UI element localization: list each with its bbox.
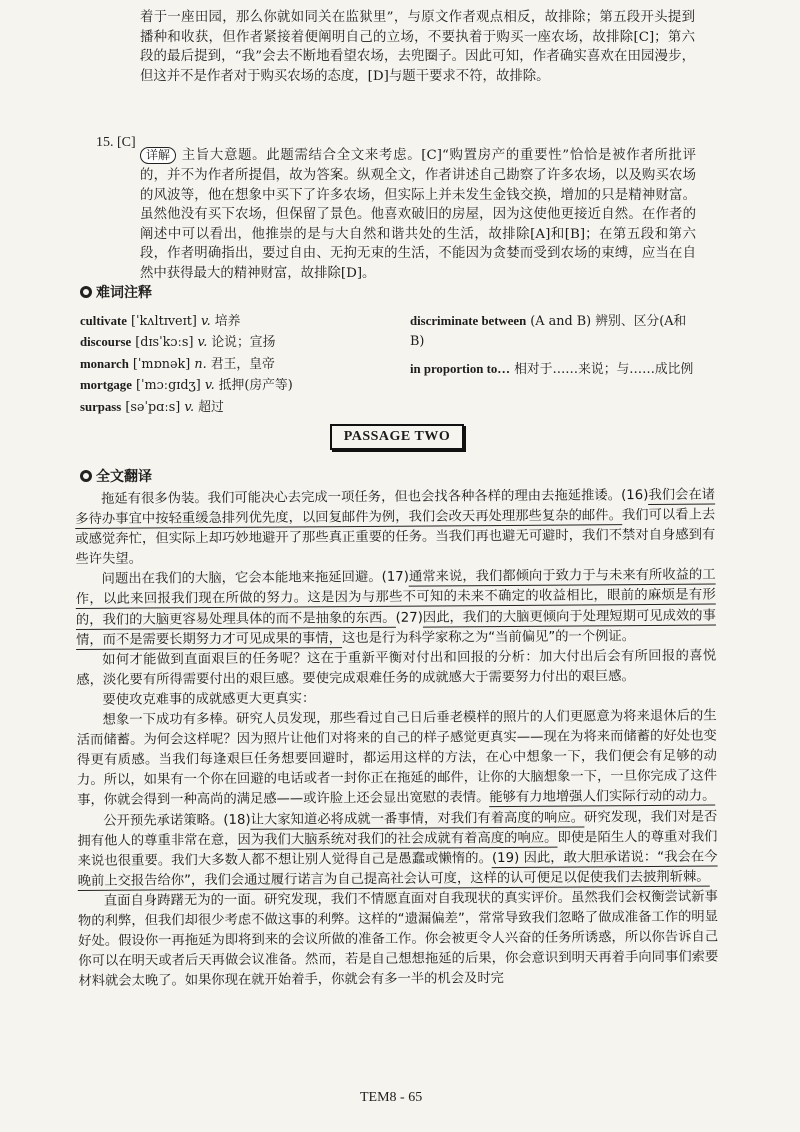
vocab-heading (80, 282, 152, 302)
pen-icon (80, 470, 92, 482)
translation-paragraph: 问题出在我们的大脑，它会本能地来拖延回避。(17)通常来说，我们都倾向于致力于与未来有所收益的工作，以此来回报我们现在所做的努力。这是因为与那些不可知的未来不确定的收益相比，眼前的麻烦是有形的，我们的大脑更容易处理具体的而不是抽象的东西。(27)因此，我们的大脑更倾向于处理短期可见成效的事情，而不是需要长期努力才可见成果的事情，这也是行为科学家称之为“当前偏见”的一个例证。 (75, 567, 716, 648)
vocab-list-left (80, 311, 400, 418)
vocab-list-right (410, 311, 700, 380)
translation-paragraph: 直面自身踌躇无为的一面。研究发现，我们不情愿直面对自我现状的真实评价。虽然我们会权衡尝试新事物的利弊，但我们却很少考虑不做这事的利弊。这样的“遗漏偏差”，常常导致我们忽略了做成准备工作的明显好处。假设你一再拖延为即将到来的会议所做的准备工作。你会被更令人兴奋的任务所诱惑，所以你告诉自己你可以在明天或者后天再做会议准备。然而，若是自己想想拖延的后果，你会意识到明天再着手向同事们索要材料就会太晚了。如果你现在就开始着手，你就会有多一半的机会及时完 (77, 889, 719, 990)
question-number: 15. [C] (96, 135, 136, 150)
answer-key: [C] (117, 135, 136, 150)
underlined-phrase: 能够有力地增强人们实际行动的动力。 (489, 788, 716, 806)
vocab-entry: discriminate between (A and B) 辨别、区分(A和B) (410, 314, 687, 350)
translation-paragraph: 拖延有很多伪装。我们可能决心去完成一项任务，但也会找各种各样的理由去拖延推诿。(16)我们会在诸多待办事宜中按轻重缓急排列优先度，以回复邮件为例，我们会改天再处理那些复杂的邮件。我们可以看上去或感觉奔忙，但实际上却巧妙地避开了那些真正重要的任务。当我们再也避无可避时，我们不禁对自身感到有些许失望。 (75, 487, 716, 568)
analysis-paragraph: 着于一座田园，那么你就如同关在监狱里”，与原文作者观点相反，故排除；第五段开头提到播种和收获，但作者紧接着便阐明自己的立场，不要执着于购买一座农场，故排除[C]；第六段的最后提到，“我”会去不断地看望农场，去兜圈子。因此可知，作者确实喜欢在田园漫步，但这并不是作者对于购买农场的态度，[D]与题干要求不符，故排除。 (140, 10, 695, 84)
explanation-text: 主旨大意题。此题需结合全文来考虑。[C]“购置房产的重要性”恰恰是被作者所批评的，并不为作者所提倡，故为答案。纵观全文，作者讲述自己勘察了许多农场，以及购买农场的风波等，他在想象中买下了许多农场，但实际上并未发生金钱交换，增加的只是精神财富。虽然他没有买下农场，但保留了景色。他喜欢破旧的房屋，因为这使他更接近自然。在作者的阐述中可以看出，他推崇的是与大自然和谐共处的生活，故排除[A]和[B]；在第五段和第六段，作者明确指出，要过自由、无拘无束的生活，不能因为贪婪而受到农场的束缚，应当在自然中获得最大的精神财富，故排除[D]。 (140, 148, 696, 281)
underlined-answer-18: 让大家知道必将成就一番事情，对我们有着高度的响应。 (250, 809, 585, 828)
answer-analysis-top (140, 8, 695, 86)
translation-paragraph: 要使攻克难事的成就感更大更真实： (102, 691, 316, 708)
translation-heading (80, 466, 152, 486)
translation-paragraph: 想象一下成功有多棒。研究人员发现，那些看过自己日后垂老模样的照片的人们更愿意为将来退休后的生活而储蓄。为何会这样呢？因为照片让他们对将来的自己的样子感觉更真实——现在为将来而储蓄的好处也变得更有质感。当我们每逢艰巨任务想要回避时，都运用这样的方法，在心中想象一下，我们便会有足够的动力。所以，如果有一个你在回避的电话或者一封你正在拖延的邮件，让你的大脑想象一下，一旦你完成了这件事，你就会得到一种高尚的满足感——或许脸上还会显出宽慰的表情。能够有力地增强人们实际行动的动力。 (76, 708, 718, 809)
vocab-entry: discourse [dɪsˈkɔːs] v. 论说；宣扬 (80, 335, 276, 351)
question-15-explanation (140, 146, 696, 283)
vocab-entry: surpass [səˈpɑːs] v. 超过 (80, 399, 224, 415)
underlined-phrase: 因为我们大脑系统对我们的社会成就有着高度的响应。 (237, 830, 558, 848)
passage-title: PASSAGE TWO (330, 424, 464, 450)
page-footer: TEM8 - 65 (360, 1090, 423, 1105)
pen-icon (80, 286, 92, 298)
underlined-answer-17: 通常来说，我们都倾向于致力于与未来有所收益的工作，以此来回报我们现在所做的努力。这是因为与那些不可知的未来不确定的收益相比，眼前的麻烦是有形的，我们的大脑更容易处理具体的而不是抽象的东西。 (75, 567, 716, 628)
vocab-entry: mortgage [ˈmɔːgɪdʒ] v. 抵押(房产等) (80, 378, 293, 394)
underlined-answer-19: (19) 因此，敢大胆承诺说：“我会在今晚前上交报告给你”，我们会通过履行诺言为自己提高社会认可度，这样的认可便足以促使我们去披荆斩棘。 (77, 849, 718, 889)
translation-heading-text: 全文翻译 (96, 469, 152, 485)
underlined-answer-16: 我们会在诸多待办事宜中按轻重缓急排列优先度，以回复邮件为例，我们会改天再处理那些复杂的邮件。 (75, 487, 716, 528)
handwritten-translation (75, 486, 718, 993)
vocab-entry: monarch [ˈmɒnək] n. 君王，皇帝 (80, 356, 275, 372)
vocab-heading-text: 难词注释 (96, 285, 152, 301)
underlined-answer-27: 因此，我们的大脑更倾向于处理短期可见成效的事情，而不是需要长期努力才可见成果的事情， (75, 608, 716, 648)
vocab-entry: cultivate [ˈkʌltɪveɪt] v. 培养 (80, 314, 241, 329)
question-15-block (96, 133, 696, 297)
detail-badge: 详解 (140, 147, 176, 164)
translation-paragraph: 公开预先承诺策略。(18)让大家知道必将成就一番事情，对我们有着高度的响应。研究发现，我们对是否拥有他人的尊重非常在意，因为我们大脑系统对我们的社会成就有着高度的响应。即使是陌生人的尊重对我们来说也很重要。我们大多数人都不想让别人觉得自己是愚蠢或懒惰的。(19) 因此，敢大胆承诺说：“我会在今晚前上交报告给你”，我们会通过履行诺言为自己提高社会认可度，这样的认可便足以促使我们去披荆斩棘。 (77, 809, 718, 889)
translation-paragraph: 如何才能做到直面艰巨的任务呢？这在于重新平衡对付出和回报的分析：加大付出后会有所回报的喜悦感，淡化要有所得需要付出的艰巨感。要使完成艰难任务的成就感大于需要努力付出的艰巨感。 (76, 648, 717, 688)
vocab-entry: in proportion to… 相对于……来说；与……成比例 (410, 361, 694, 377)
